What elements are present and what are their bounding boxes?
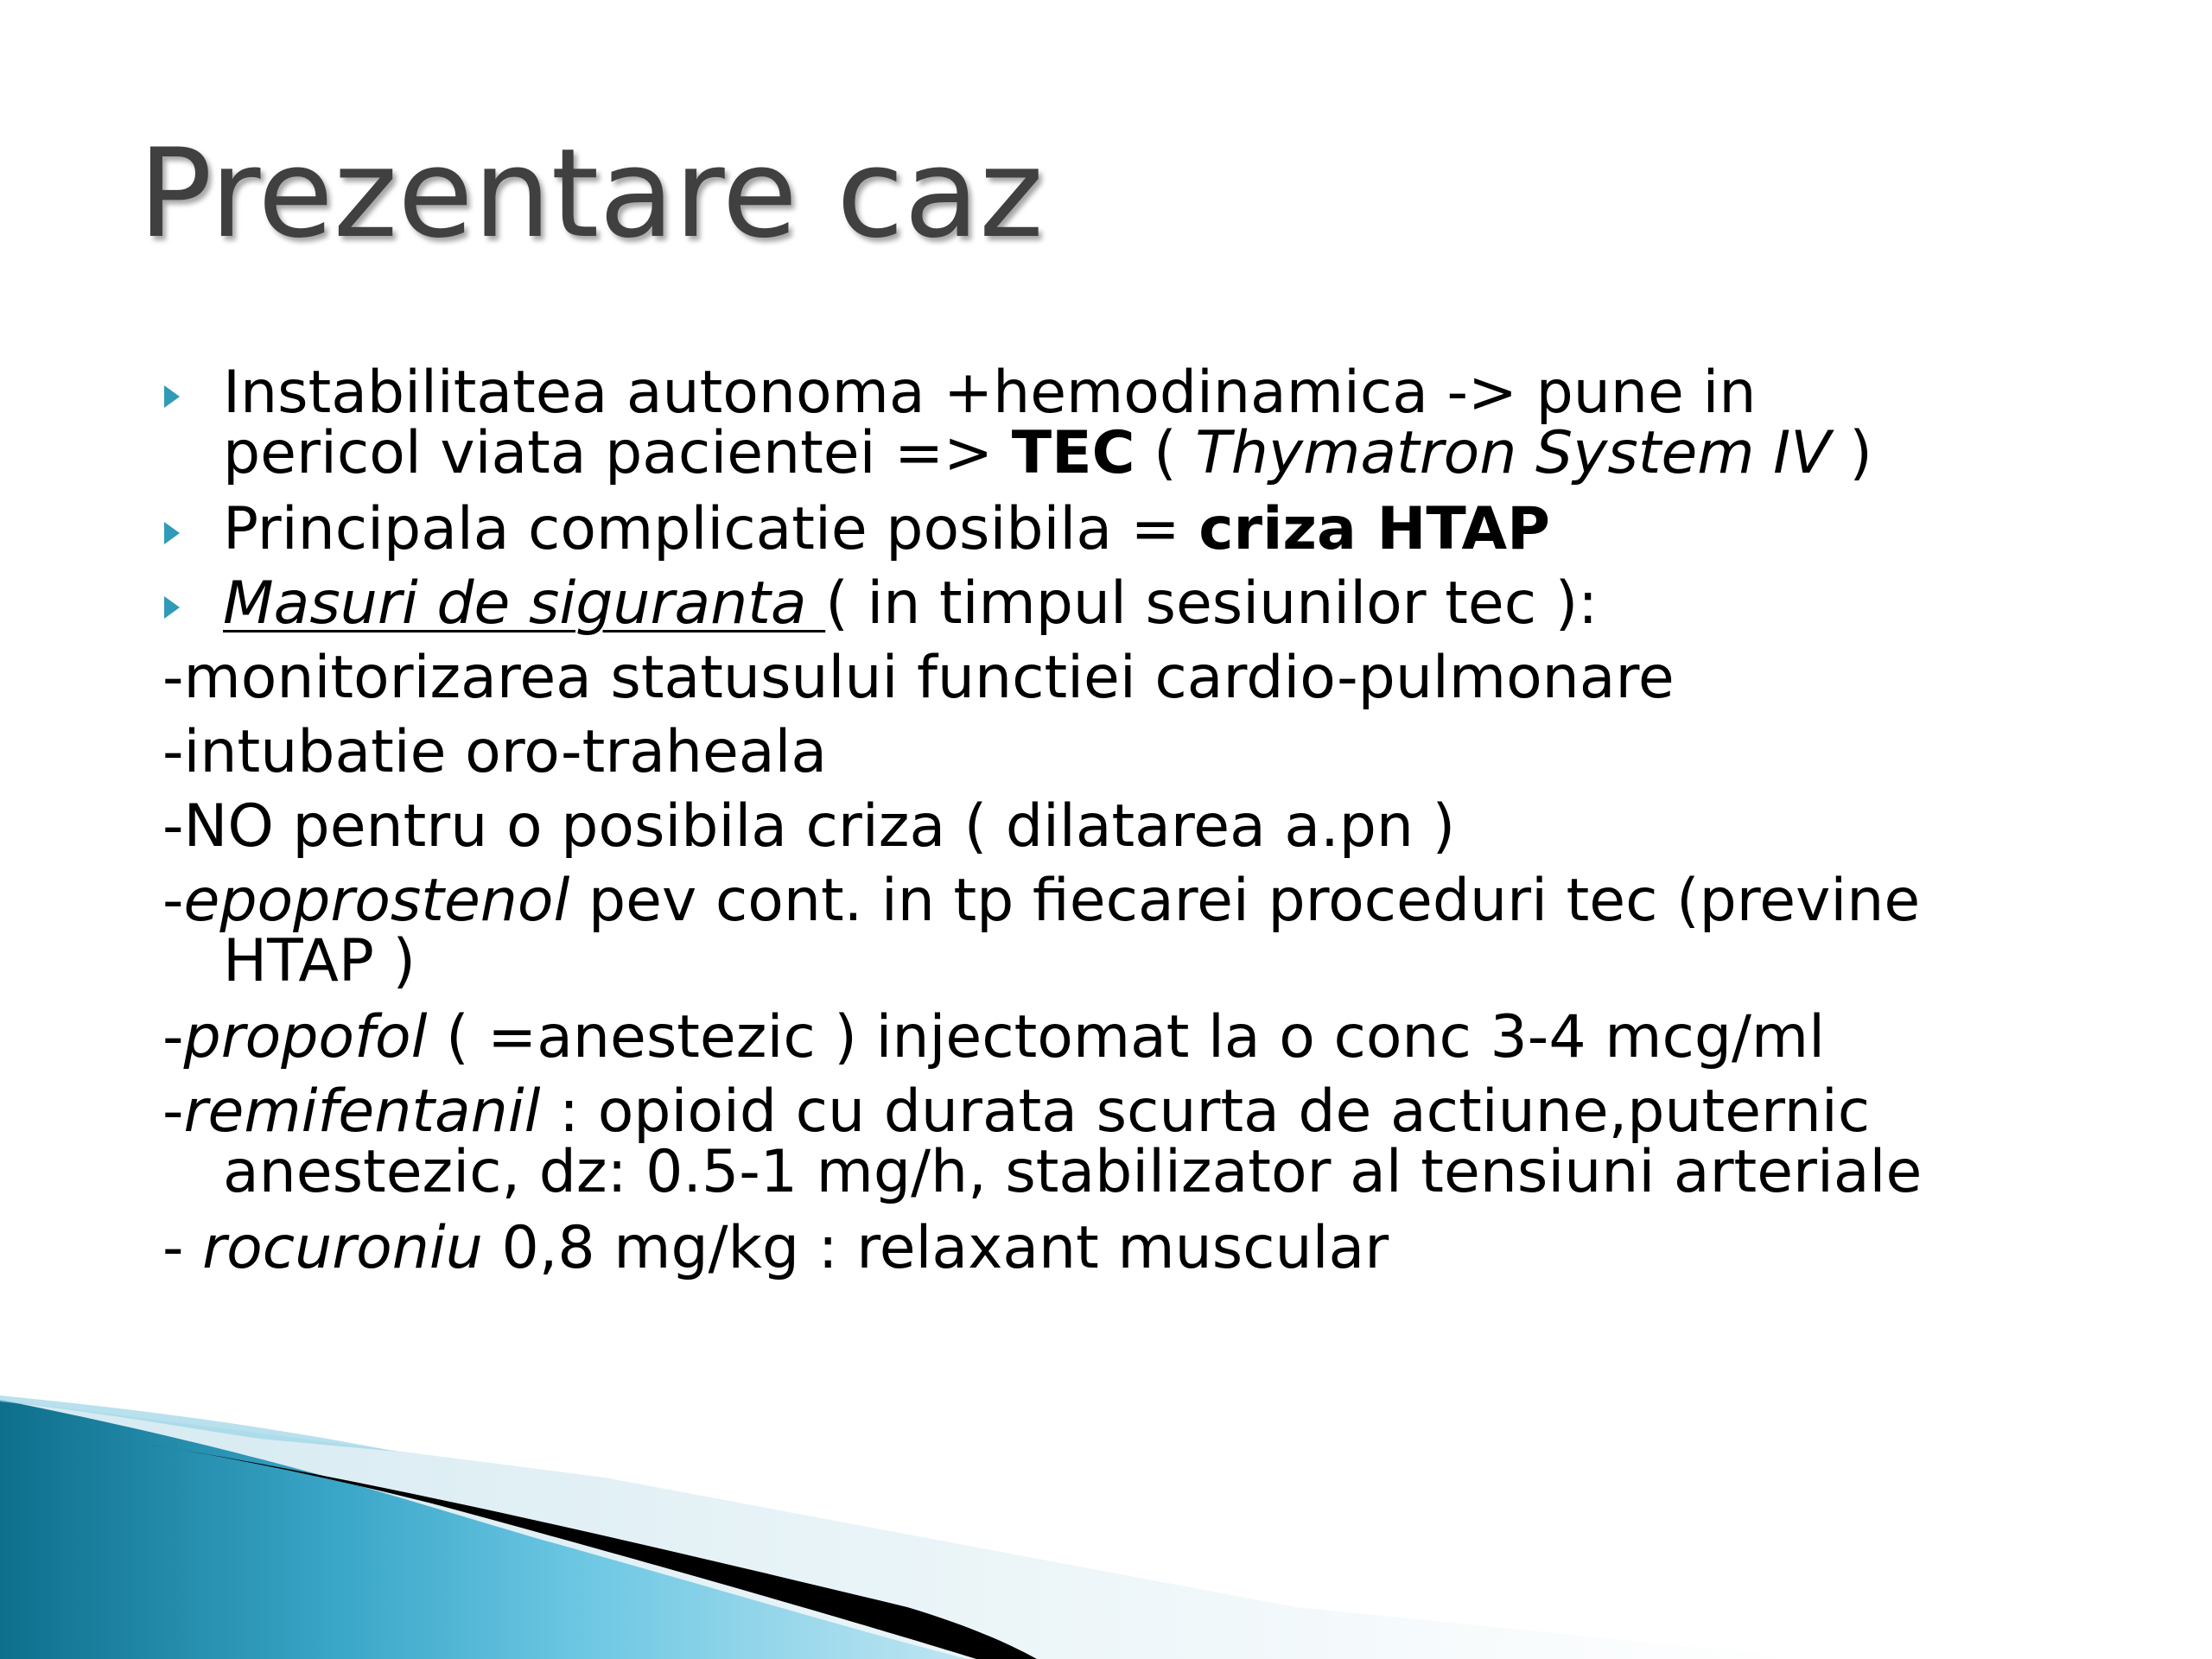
list-item: -remifentanil : opioid cu durata scurta de actiune,puternic — [162, 1077, 1871, 1146]
safety-measures-heading: Masuri de siguranta — [223, 569, 826, 638]
list-item: -NO pentru o posibila criza ( dilatarea a.pn ) — [162, 792, 1456, 861]
list-item: -intubatie oro-traheala — [162, 718, 828, 786]
bullet-1-line-2: pericol viata pacientei => TEC ( Thymatron System IV ) — [223, 419, 1872, 487]
decorative-wave — [0, 1348, 2212, 1659]
list-item: - rocuroniu 0,8 mg/kg : relaxant muscular — [162, 1214, 1389, 1282]
slide-title: Prezentare caz — [138, 123, 1044, 265]
list-item: -propofol ( =anestezic ) injectomat la o conc 3-4 mcg/ml — [162, 1003, 1826, 1071]
triangle-bullet-icon — [164, 522, 180, 544]
bullet-1-line-1: Instabilitatea autonoma +hemodinamica -> pune in — [223, 359, 1757, 427]
tec-label: TEC — [1011, 419, 1135, 487]
device-name: Thymatron System IV — [1195, 419, 1831, 487]
complication-label: criza HTAP — [1198, 495, 1550, 563]
list-item: -epoprostenol pev cont. in tp fiecarei proceduri tec (previne — [162, 867, 1921, 935]
triangle-bullet-icon — [164, 385, 180, 408]
triangle-bullet-icon — [164, 596, 180, 619]
bullet-2: Principala complicatie posibila = criza HTAP — [223, 495, 1550, 563]
list-item-continuation: HTAP ) — [223, 927, 416, 995]
list-item-continuation: anestezic, dz: 0.5-1 mg/h, stabilizator al tensiuni arteriale — [223, 1138, 1923, 1206]
bullet-3: Masuri de siguranta ( in timpul sesiunilor tec ): — [223, 569, 1599, 638]
list-item: -monitorizarea statusului functiei cardio-pulmonare — [162, 644, 1675, 712]
